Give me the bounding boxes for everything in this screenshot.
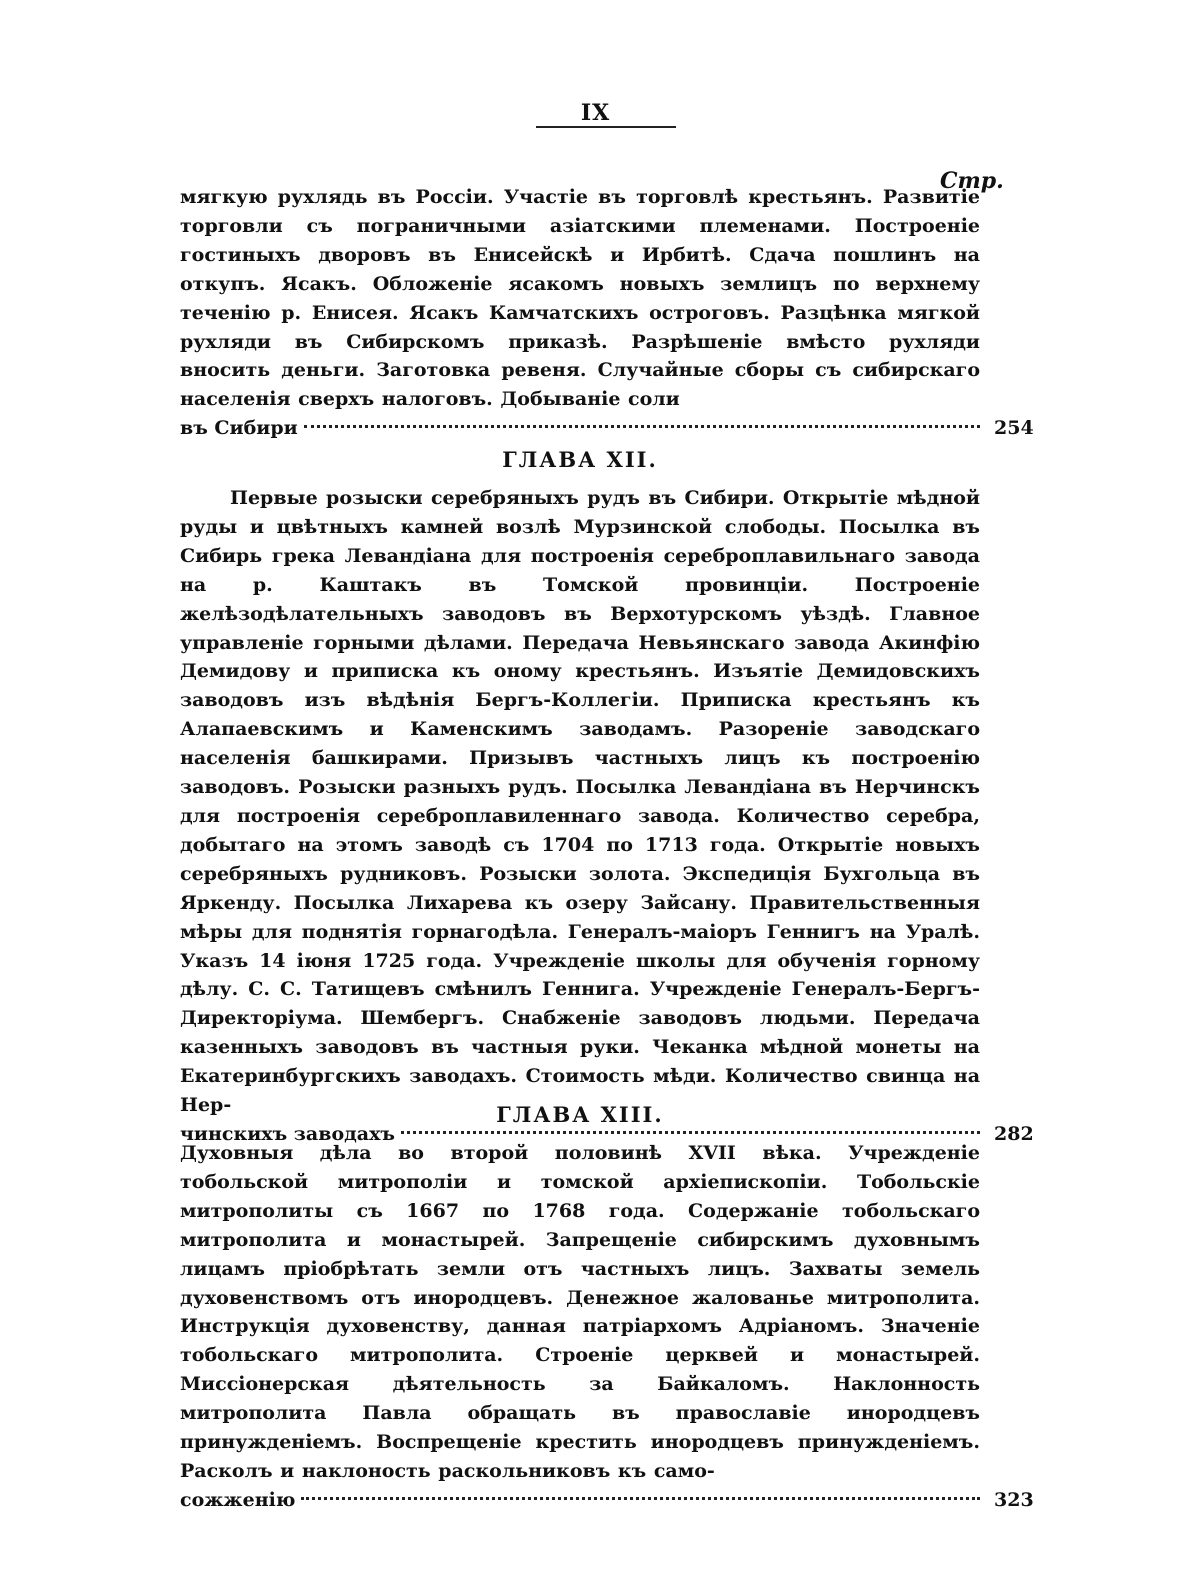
entry-leader-line [180, 414, 1034, 443]
entry-last-line: въ Сибири [180, 417, 298, 440]
toc-entry [180, 1139, 1034, 1515]
entry-leader-line [180, 1486, 1034, 1515]
chapter-title: ГЛАВА XII. [502, 447, 658, 472]
entry-summary: Духовныя дѣла во второй половинѣ XVII вѣка. Учрежденiе тобольской митрополiи и томской архiепископiи. Тобольскiе митрополиты съ 1667 по 1768 года. Содержанiе тобольскаго митрополита и монастырей. Запрещенiе сибирскимъ духовнымъ лицамъ прiобрѣтать земли отъ частныхъ лицъ. Захваты земель духовенствомъ отъ инородцевъ. Денежное жалованье митрополита. Инструкцiя духовенству, данная патрiархомъ Адрiаномъ. Значенiе тобольскаго митрополита. Строенiе церквей и монастырей. Миссiонерская дѣятельность за Байкаломъ. Наклонность митрополита Павла обращать въ православiе инородцевъ принужденiемъ. Воспрещенiе крестить инородцевъ принужденiемъ. Расколъ и наклоность раскольниковъ къ само- [180, 1142, 980, 1482]
page-number: IX [580, 100, 611, 126]
entry-page-ref: 254 [994, 417, 1034, 440]
entry-page-ref: 282 [994, 1122, 1034, 1145]
chapter-title: ГЛАВА XIII. [496, 1102, 664, 1127]
toc-entry [180, 183, 1034, 443]
entry-page-ref: 323 [994, 1488, 1034, 1511]
dot-leader [304, 425, 980, 428]
entry-last-line: сожженiю [180, 1488, 296, 1511]
dot-leader [401, 1131, 980, 1134]
entry-summary: Первые розыски серебряныхъ рудъ въ Сибири. Открытiе мѣдной руды и цвѣтныхъ камней возлѣ Мурзинской слободы. Посылка въ Сибирь грека Левандiана для построенiя сереброплавильнаго завода на р. Каштакъ въ Томской провинцiи. Построенiе желѣзодѣлательныхъ заводовъ въ Верхотурскомъ уѣздѣ. Главное управленiе горными дѣлами. Передача Невьянскаго завода Акинфiю Демидову и приписка къ оному крестьянъ. Изъятiе Демидовскихъ заводовъ изъ вѣдѣнiя Бергъ-Коллегiи. Приписка крестьянъ къ Алапаевскимъ и Каменскимъ заводамъ. Разоренiе заводскаго населенiя башкирами. Призывъ частныхъ лицъ къ построенiю заводовъ. Розыски разныхъ рудъ. Посылка Левандiана въ Нерчинскъ для построенiя сереброплавиленнаго завода. Количество серебра, добытаго на этомъ заводѣ съ 1704 по 1713 года. Открытiе новыхъ серебряныхъ рудниковъ. Розыски золота. Экспедицiя Бухгольца въ Яркенду. Посылка Лихарева къ озеру Зайсану. Правительственныя мѣры для поднятiя горнагодѣла. Генералъ-маiоръ Геннигъ на Уралѣ. Указъ 14 iюня 1725 года. Учрежденiе школы для обученiя горному дѣлу. С. С. Татищевъ смѣнилъ Геннига. Учрежденiе Генералъ-Бергъ-Директорiума. Шембергъ. Снабженiе заводовъ людьми. Передача казенныхъ заводовъ въ частныя руки. Чеканка мѣдной монеты на Екатеринбургскихъ заводахъ. Стоимость мѣди. Количество свинца на Нер- [180, 487, 980, 1117]
toc-entry [180, 484, 1034, 1149]
entry-summary: мягкую рухлядь въ Россiи. Участiе въ торговлѣ крестьянъ. Развитiе торговли съ пограничными азiатскими племенами. Построенiе гостиныхъ дворовъ въ Енисейскѣ и Ирбитѣ. Сдача пошлинъ на откупъ. Ясакъ. Обложенiе ясакомъ новыхъ землицъ по верхнему теченiю р. Енисея. Ясакъ Камчатскихъ остроговъ. Разцѣнка мягкой рухляди въ Сибирскомъ приказѣ. Разрѣшенiе вмѣсто рухляди вносить деньги. Заготовка ревеня. Случайные сборы съ сибирскаго населенiя сверхъ налоговъ. Добыванiе соли [180, 186, 980, 411]
dot-leader [301, 1497, 980, 1500]
page-number-rule [536, 126, 676, 128]
page-column-header: Стр. [940, 168, 1004, 194]
entry-last-line: чинскихъ заводахъ [180, 1122, 395, 1145]
